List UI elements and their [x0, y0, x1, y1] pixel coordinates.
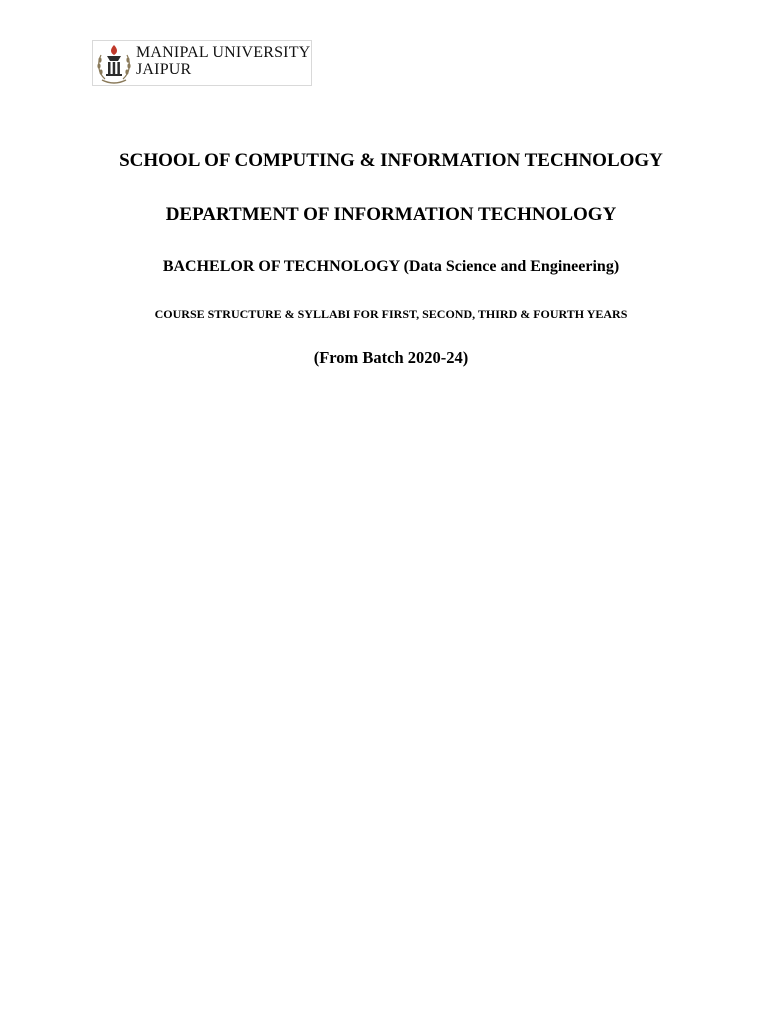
university-name — [136, 44, 310, 78]
university-name-line2: JAIPUR — [136, 61, 192, 78]
degree-heading: BACHELOR OF TECHNOLOGY (Data Science and Engineering) — [162, 258, 620, 275]
batch-heading: (From Batch 2020-24) — [313, 348, 469, 367]
university-emblem-icon — [93, 41, 135, 87]
department-heading: DEPARTMENT OF INFORMATION TECHNOLOGY — [165, 204, 617, 225]
university-name-line1: MANIPAL UNIVERSITY — [136, 44, 311, 61]
school-heading: SCHOOL OF COMPUTING & INFORMATION TECHNOLOGY — [119, 150, 663, 171]
university-logo — [92, 40, 312, 86]
course-structure-heading: COURSE STRUCTURE & SYLLABI FOR FIRST, SECOND, THIRD & FOURTH YEARS — [154, 307, 628, 321]
